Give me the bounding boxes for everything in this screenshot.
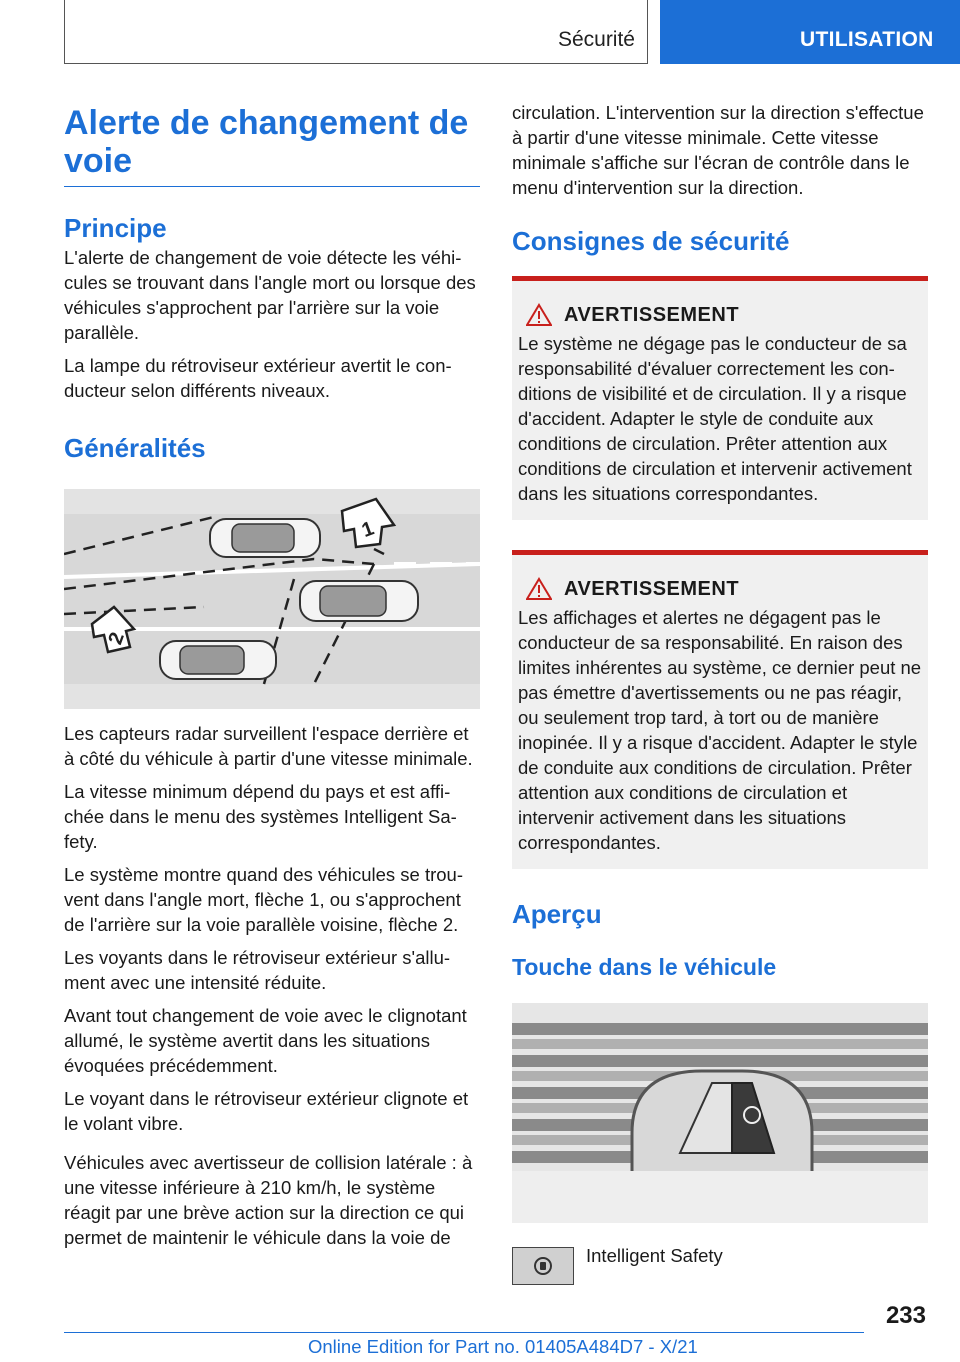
general-paragraph-1: Les capteurs radar surveillent l'espace derrière et à côté du véhicule à partir d'une vitesse minimale. [64, 723, 473, 769]
footer-rule [64, 1332, 864, 1333]
warning-2-title: AVERTISSEMENT [564, 577, 740, 600]
general-paragraph-7: Véhicules avec avertisseur de collision latérale : à une vitesse inférieure à 210 km/h, le système réagit par une brève action sur la direction ce qui permet de maintenir le véhicule dans la voie de [64, 1152, 473, 1248]
general-heading: Généralités [64, 433, 206, 463]
left-column [64, 104, 480, 1250]
intelligent-safety-button-icon [512, 1247, 574, 1285]
right-column [512, 100, 928, 1285]
chapter-tab: UTILISATION [660, 0, 960, 64]
arrow-2-label: 2 [104, 629, 129, 648]
overview-heading: Aperçu [512, 899, 602, 929]
button-heading: Touche dans le véhicule [512, 954, 777, 980]
lane-diagram-svg [64, 489, 480, 709]
car-middle [300, 581, 418, 621]
footer-edition: Online Edition for Part no. 01405A484D7 - X/21 [308, 1336, 698, 1357]
principle-heading: Principe [64, 213, 167, 243]
dashboard-svg [512, 1003, 928, 1223]
section-title: Sécurité [557, 28, 635, 51]
car-top [210, 519, 320, 557]
general-paragraph-2: La vitesse minimum dépend du pays et est affichée dans le menu des systèmes Intelligent Safety. [64, 781, 457, 852]
continued-paragraph: circulation. L'intervention sur la direction s'effectue à partir d'une vitesse minimale. Cette vitesse minimale s'affiche sur l'écran de contrôle dans le menu d'intervention sur la direction. [512, 102, 924, 198]
warning-box-1 [512, 276, 928, 520]
header-section-box [64, 0, 648, 64]
button-legend [512, 1247, 928, 1285]
principle-paragraph-1: L'alerte de changement de voie détecte les véhicules se trouvant dans l'angle mort ou lorsque des véhicules s'approchent par l'arrière sur la voie parallèle. [64, 247, 476, 343]
button-location-photo [512, 1003, 928, 1223]
general-paragraph-5: Avant tout changement de voie avec le clignotant allumé, le système avertit dans les situations évoquées précédemment. [64, 1005, 467, 1076]
general-paragraph-3: Le système montre quand des véhicules se trouvent dans l'angle mort, flèche 1, ou s'approchent de l'arrière sur la voie parallèle voisine, flèche 2. [64, 864, 463, 935]
warning-triangle-icon [526, 577, 552, 601]
general-paragraph-6: Le voyant dans le rétroviseur extérieur clignote et le volant vibre. [64, 1088, 469, 1134]
warning-triangle-icon [526, 303, 552, 327]
principle-paragraph-2: La lampe du rétroviseur extérieur avertit le conducteur selon différents niveaux. [64, 355, 452, 401]
page-title: Alerte de changement de voie [64, 104, 480, 187]
warning-2-text: Les affichages et alertes ne dégagent pas le conducteur de sa responsabilité. En raison des limites inhérentes au système, ce dernier peut ne pas émettre d'avertissements ou ne pas réagir, ou seulement trop tard, à tort ou de manière inopinée. Il y a risque d'accident. Adapter le style de conduite aux conditions de circulation. Prêter attention aux conditions de circulation et intervenir activement dans les situations correspondantes. [518, 607, 922, 853]
warning-1-text: Le système ne dégage pas le conducteur de sa responsabilité d'évaluer correctement les conditions de visibilité et de circulation. Il y a risque d'accident. Adapter le style de conduite aux conditions de circulation. Prêter attention aux conditions de circulation et intervenir activement dans les situations correspondantes. [518, 333, 912, 504]
button-legend-label: Intelligent Safety [586, 1245, 723, 1266]
warning-box-2 [512, 550, 928, 869]
safety-heading: Consignes de sécurité [512, 226, 790, 256]
arrow-1-label: 1 [358, 517, 377, 542]
page-number: 233 [885, 1302, 926, 1329]
lane-change-diagram [64, 489, 480, 709]
warning-1-title: AVERTISSEMENT [564, 303, 740, 326]
car-bottom [160, 641, 276, 679]
general-paragraph-4: Les voyants dans le rétroviseur extérieur s'allument avec une intensité réduite. [64, 947, 451, 993]
